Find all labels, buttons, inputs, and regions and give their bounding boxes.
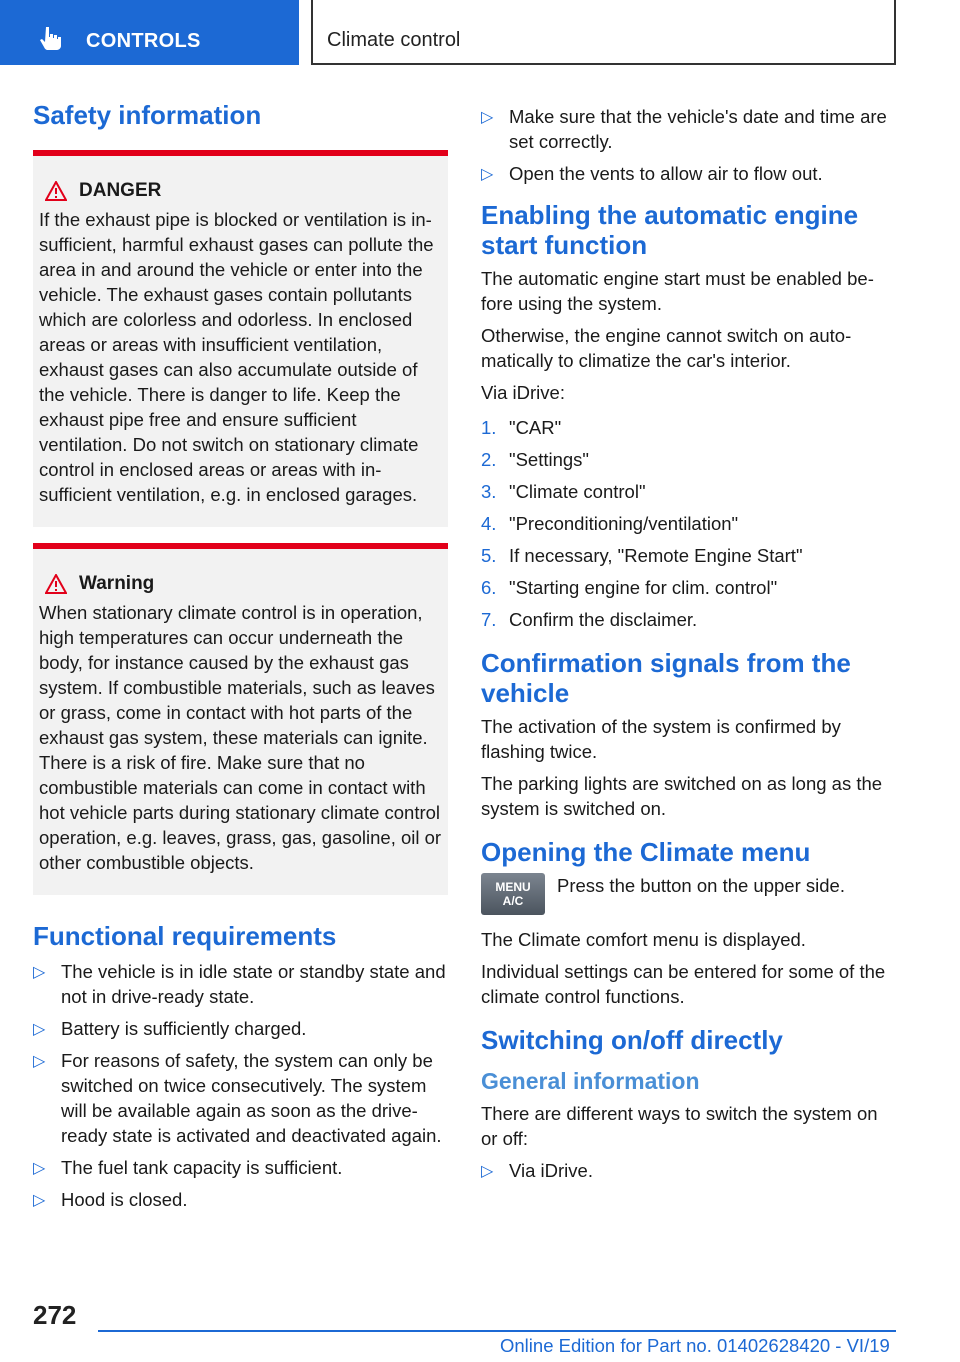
list-item: 7. Confirm the disclaimer. [481, 609, 698, 630]
general-paragraph-1: There are different ways to switch the system on or off: [481, 1103, 878, 1149]
footer-divider [98, 1330, 896, 1332]
right-column [481, 100, 896, 1190]
idrive-steps-list [481, 415, 896, 632]
list-item: ▷ Open the vents to allow air to flow out. [481, 161, 896, 186]
list-item: 2. "Settings" [481, 449, 589, 470]
general-information-heading: General information [481, 1068, 700, 1094]
menu-paragraph-1: The Climate comfort menu is displayed. [481, 929, 806, 950]
list-item: ▷ Via iDrive. [481, 1158, 896, 1183]
functional-requirements-heading: Functional requirements [33, 921, 337, 951]
triangle-bullet-icon: ▷ [33, 1021, 46, 1038]
warning-triangle-icon [45, 181, 67, 201]
menu-ac-button-icon: MENU A/C [481, 873, 545, 915]
menu-button-row [481, 873, 896, 915]
enable-paragraph-3: Via iDrive: [481, 382, 565, 403]
header-section-label: CONTROLS [86, 30, 201, 52]
triangle-bullet-icon: ▷ [33, 1160, 46, 1177]
safety-heading: Safety information [33, 100, 262, 130]
preparation-list [481, 104, 896, 186]
confirmation-paragraph-2: The parking lights are switched on as long as the system is switched on. [481, 773, 883, 819]
list-item: ▷ Battery is sufficiently charged. [33, 1016, 448, 1041]
menu-instruction: Press the button on the upper side. [557, 875, 845, 896]
warning-text: When stationary climate control is in operation, high temperatures can occur underneath the body, for instance caused by the exhaust gas system. If combustible materials, such as leaves or grass, come in contact with hot parts of the exhaust gas system, these materials can ignite. There is a risk of fire. Make sure that no combustible materials can come in contact with hot vehicle parts during stationary climate control operation, e.g. leaves, grass, gas, gasoline, oil or other combustible objects. [39, 602, 442, 873]
list-item: 4. "Preconditioning/ventilation" [481, 513, 739, 534]
enable-heading: Enabling the automatic engine start function [481, 200, 859, 260]
triangle-bullet-icon: ▷ [481, 166, 494, 183]
list-item: ▷ Hood is closed. [33, 1187, 448, 1212]
triangle-bullet-icon: ▷ [33, 1053, 46, 1070]
list-item: 5. If necessary, "Remote Engine Start" [481, 545, 803, 566]
list-item: ▷ For reasons of safety, the system can only be switched on twice consecutively. The system will be available again as soon as the drive-ready state is activated and deactivated again. [33, 1050, 442, 1146]
danger-header [39, 180, 442, 202]
confirmation-heading: Confirmation signals from the vehicle [481, 648, 851, 708]
confirmation-paragraph-1: The activation of the system is confirmed by flashing twice. [481, 716, 841, 762]
page-number: 272 [33, 1300, 77, 1330]
list-item: ▷ The vehicle is in idle state or standby state and not in drive-ready state. [33, 961, 446, 1007]
switching-heading: Switching on/off directly [481, 1025, 783, 1055]
warning-header [39, 573, 442, 595]
danger-text: If the exhaust pipe is blocked or ventilation is insufficient, harmful exhaust gases can pollute the area in and around the vehicle or enter into the vehicle. The exhaust gases contain pollutants which are colorless and odorless. In enclosed areas or areas with insufficient ventilation, exhaust gases can also accumulate outside of the vehicle. There is danger to life. Keep the exhaust pipe free and ensure sufficient ventilation. Do not switch on stationary climate control in enclosed areas or areas with insufficient ventilation, e.g. in enclosed garages. [39, 209, 434, 505]
climate-menu-heading: Opening the Climate menu [481, 837, 811, 867]
hand-pointer-icon [38, 25, 64, 51]
danger-label: DANGER [79, 180, 162, 201]
general-list [481, 1158, 896, 1183]
enable-paragraph-2: Otherwise, the engine cannot switch on automatically to climatize the car's interior. [481, 325, 852, 371]
menu-paragraph-2: Individual settings can be entered for some of the climate control functions. [481, 961, 886, 1007]
warning-triangle-icon [45, 574, 67, 594]
left-column [33, 100, 448, 1219]
list-item: 1. "CAR" [481, 417, 562, 438]
triangle-bullet-icon: ▷ [481, 1163, 494, 1180]
list-item: ▷ The fuel tank capacity is sufficient. [33, 1155, 448, 1180]
triangle-bullet-icon: ▷ [481, 109, 494, 126]
triangle-bullet-icon: ▷ [33, 964, 46, 981]
list-item: ▷ Make sure that the vehicle's date and time are set correctly. [481, 106, 887, 152]
header-title-box [311, 0, 896, 65]
functional-requirements-list [33, 959, 448, 1212]
enable-paragraph-1: The automatic engine start must be enabled before using the system. [481, 268, 874, 314]
header-title: Climate control [327, 29, 461, 51]
footer-edition: Online Edition for Part no. 01402628420 - VI/19 [500, 1335, 890, 1356]
warning-label: Warning [79, 573, 155, 594]
warning-box [33, 543, 448, 895]
triangle-bullet-icon: ▷ [33, 1192, 46, 1209]
list-item: 3. "Climate control" [481, 481, 646, 502]
danger-box [33, 150, 448, 527]
header-section-tab [0, 0, 299, 65]
list-item: 6. "Starting engine for clim. control" [481, 577, 778, 598]
